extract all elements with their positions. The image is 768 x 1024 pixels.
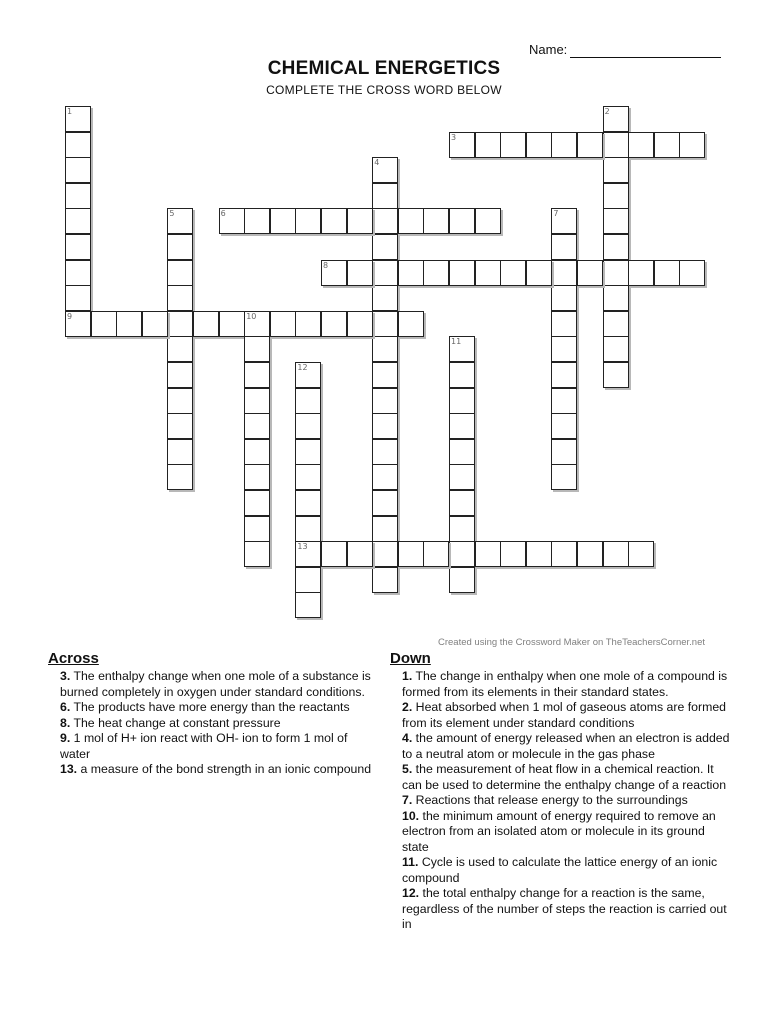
crossword-cell[interactable] xyxy=(551,439,577,465)
crossword-cell[interactable] xyxy=(244,413,270,439)
crossword-cell[interactable] xyxy=(577,541,603,567)
crossword-cell[interactable] xyxy=(603,362,629,388)
crossword-cell[interactable] xyxy=(65,132,91,158)
clue-text: the amount of energy released when an electron is added to a neutral atom or molecule in the gas phase xyxy=(402,731,730,761)
down-clue xyxy=(390,731,730,762)
crossword-cell[interactable] xyxy=(372,234,398,260)
clue-text: Heat absorbed when 1 mol of gaseous atoms are formed from its element under standard conditions xyxy=(402,700,727,730)
across-clue xyxy=(48,700,378,716)
clue-number-label: 12 xyxy=(297,363,308,372)
crossword-cell[interactable] xyxy=(449,362,475,388)
crossword-cell[interactable] xyxy=(679,132,705,158)
crossword-cell[interactable] xyxy=(449,490,475,516)
crossword-cell[interactable] xyxy=(321,541,347,567)
crossword-cell[interactable] xyxy=(270,208,296,234)
down-clue xyxy=(390,809,730,856)
crossword-cell[interactable] xyxy=(449,388,475,414)
crossword-cell[interactable] xyxy=(654,132,680,158)
crossword-cell[interactable] xyxy=(65,183,91,209)
crossword-cell[interactable] xyxy=(347,208,373,234)
clue-number-label: 3 xyxy=(451,132,457,142)
crossword-cell[interactable] xyxy=(295,592,321,618)
crossword-cell[interactable] xyxy=(603,132,629,158)
clue-number-label: 2 xyxy=(604,107,610,116)
clue-number-label: 10 xyxy=(246,311,257,321)
across-clue xyxy=(48,716,378,732)
crossword-cell[interactable] xyxy=(372,413,398,439)
crossword-cell[interactable] xyxy=(526,132,552,158)
crossword-cell[interactable] xyxy=(244,541,270,567)
across-heading: Across xyxy=(48,650,99,667)
crossword-cell[interactable] xyxy=(449,464,475,490)
down-clue xyxy=(390,886,730,933)
crossword-cell[interactable] xyxy=(244,439,270,465)
across-clue xyxy=(48,669,378,700)
crossword-cell[interactable] xyxy=(603,183,629,209)
crossword-cell[interactable] xyxy=(372,567,398,593)
across-clue-list xyxy=(48,669,378,778)
crossword-cell[interactable] xyxy=(372,388,398,414)
crossword-cell[interactable] xyxy=(449,260,475,286)
crossword-cell[interactable] xyxy=(449,516,475,542)
clue-number: 11. xyxy=(402,855,419,869)
crossword-cell[interactable] xyxy=(295,490,321,516)
clue-number: 10. xyxy=(402,808,420,823)
clue-number: 12. xyxy=(402,886,420,900)
clue-text: the measurement of heat flow in a chemical reaction. It can be used to determine the enthalpy change of a reaction xyxy=(402,762,727,792)
crossword-cell[interactable] xyxy=(270,311,296,337)
crossword-cell[interactable] xyxy=(295,413,321,439)
crossword-cell[interactable] xyxy=(628,132,654,158)
crossword-cell[interactable] xyxy=(423,541,449,567)
crossword-cell[interactable] xyxy=(372,208,398,234)
crossword-cell[interactable] xyxy=(167,311,193,337)
crossword-cell[interactable] xyxy=(167,439,193,465)
crossword-cell[interactable] xyxy=(603,336,629,362)
crossword-cell[interactable] xyxy=(423,260,449,286)
crossword-cell[interactable] xyxy=(167,260,193,286)
crossword-cell[interactable] xyxy=(449,567,475,593)
clue-number-label: 11 xyxy=(451,337,462,347)
crossword-cell[interactable] xyxy=(372,490,398,516)
crossword-cell[interactable] xyxy=(577,132,603,158)
crossword-cell[interactable] xyxy=(628,541,654,567)
crossword-cell[interactable] xyxy=(244,336,270,362)
crossword-cell[interactable] xyxy=(679,260,705,286)
crossword-cell[interactable] xyxy=(142,311,168,337)
crossword-cell[interactable] xyxy=(372,285,398,311)
crossword-cell[interactable] xyxy=(475,541,501,567)
crossword-cell[interactable] xyxy=(500,541,526,567)
crossword-cell[interactable] xyxy=(167,464,193,490)
down-clue xyxy=(390,700,730,731)
clue-number: 9. xyxy=(60,731,71,745)
crossword-cell[interactable] xyxy=(295,464,321,490)
clue-text: The enthalpy change when one mole of a substance is burned completely in oxygen under standard conditions. xyxy=(60,669,371,699)
crossword-cell[interactable] xyxy=(193,311,219,337)
crossword-cell[interactable] xyxy=(167,362,193,388)
crossword-cell[interactable] xyxy=(65,260,91,286)
crossword-cell[interactable] xyxy=(551,413,577,439)
clue-number-label: 9 xyxy=(67,311,73,321)
down-heading: Down xyxy=(390,650,431,667)
down-clue xyxy=(390,855,730,886)
crossword-cell[interactable] xyxy=(449,208,475,234)
crossword-cell[interactable] xyxy=(219,311,245,337)
down-clue xyxy=(390,793,730,809)
crossword-cell[interactable] xyxy=(603,311,629,337)
crossword-cell[interactable] xyxy=(244,362,270,388)
crossword-cell[interactable] xyxy=(475,260,501,286)
crossword-cell[interactable] xyxy=(603,285,629,311)
crossword-cell[interactable] xyxy=(347,541,373,567)
crossword-cell[interactable] xyxy=(398,208,424,234)
clue-number-label: 1 xyxy=(67,107,73,116)
page-subtitle: COMPLETE THE CROSS WORD BELOW xyxy=(266,83,502,97)
crossword-cell[interactable] xyxy=(372,439,398,465)
crossword-cell[interactable] xyxy=(551,541,577,567)
crossword-cell[interactable] xyxy=(244,464,270,490)
crossword-cell[interactable] xyxy=(449,541,475,567)
clue-number: 13. xyxy=(60,762,78,776)
crossword-cell[interactable] xyxy=(500,260,526,286)
clue-text: a measure of the bond strength in an ionic compound xyxy=(77,762,372,776)
crossword-cell[interactable] xyxy=(167,285,193,311)
crossword-cell[interactable] xyxy=(603,157,629,183)
crossword-cell[interactable] xyxy=(551,132,577,158)
crossword-cell[interactable] xyxy=(398,541,424,567)
crossword-cell[interactable] xyxy=(321,208,347,234)
clue-number-label: 5 xyxy=(169,209,175,219)
name-label: Name: xyxy=(529,42,568,57)
crossword-cell[interactable] xyxy=(475,208,501,234)
crossword-cell[interactable] xyxy=(295,208,321,234)
crossword-cell[interactable] xyxy=(372,336,398,362)
clue-text: The products have more energy than the reactants xyxy=(70,700,350,714)
crossword-cell[interactable] xyxy=(372,311,398,337)
crossword-cell[interactable] xyxy=(526,260,552,286)
crossword-cell[interactable] xyxy=(321,311,347,337)
clue-number-label: 7 xyxy=(553,209,559,219)
across-clues xyxy=(48,650,378,778)
crossword-cell[interactable] xyxy=(398,311,424,337)
crossword-cell[interactable] xyxy=(449,413,475,439)
crossword-cell[interactable] xyxy=(398,260,424,286)
crossword-cell[interactable] xyxy=(500,132,526,158)
across-clue xyxy=(48,762,378,778)
crossword-cell[interactable] xyxy=(167,388,193,414)
crossword-cell[interactable] xyxy=(449,439,475,465)
clue-number: 4. xyxy=(402,731,413,745)
down-clue-list xyxy=(390,669,730,933)
crossword-cell[interactable] xyxy=(551,464,577,490)
clue-text: 1 mol of H+ ion react with OH- ion to form 1 mol of water xyxy=(60,731,348,761)
crossword-cell[interactable] xyxy=(244,208,270,234)
credit-text: Created using the Crossword Maker on TheTeachersCorner.net xyxy=(438,637,706,648)
crossword-cell[interactable] xyxy=(603,208,629,234)
down-clue xyxy=(390,669,730,700)
crossword-cell[interactable] xyxy=(295,311,321,337)
clue-number: 2. xyxy=(402,700,413,714)
crossword-cell[interactable] xyxy=(295,388,321,414)
crossword-cell[interactable] xyxy=(372,516,398,542)
crossword-cell[interactable] xyxy=(372,464,398,490)
crossword-cell[interactable] xyxy=(295,439,321,465)
clue-number-label: 4 xyxy=(374,158,380,168)
across-clue xyxy=(48,731,378,762)
clue-number: 5. xyxy=(402,762,413,776)
crossword-cell[interactable] xyxy=(65,234,91,260)
crossword-cell[interactable] xyxy=(167,413,193,439)
crossword-cell[interactable] xyxy=(551,311,577,337)
crossword-cell[interactable] xyxy=(167,234,193,260)
crossword-cell[interactable] xyxy=(526,541,552,567)
crossword-cell[interactable] xyxy=(551,336,577,362)
crossword-cell[interactable] xyxy=(65,157,91,183)
crossword-cell[interactable] xyxy=(372,541,398,567)
crossword-cell[interactable] xyxy=(347,260,373,286)
clue-text: Reactions that release energy to the surroundings xyxy=(412,793,688,807)
crossword-cell[interactable] xyxy=(423,208,449,234)
crossword-cell[interactable] xyxy=(603,260,629,286)
crossword-cell[interactable] xyxy=(295,516,321,542)
crossword-cell[interactable] xyxy=(65,285,91,311)
crossword-cell[interactable] xyxy=(295,567,321,593)
crossword-cell[interactable] xyxy=(551,260,577,286)
crossword-cell[interactable] xyxy=(628,260,654,286)
down-clues xyxy=(390,650,730,933)
crossword-cell[interactable] xyxy=(372,260,398,286)
clue-text: the minimum amount of energy required to remove an electron from an isolated atom or molecule in its ground state xyxy=(402,808,716,854)
crossword-cell[interactable] xyxy=(244,388,270,414)
clue-text: The heat change at constant pressure xyxy=(70,715,281,730)
page-title: CHEMICAL ENERGETICS xyxy=(267,58,501,79)
clue-text: the total enthalpy change for a reaction is the same, regardless of the number of steps the reaction is carried out in xyxy=(402,886,727,931)
clue-number-label: 6 xyxy=(220,209,226,219)
clue-text: Cycle is used to calculate the lattice energy of an ionic compound xyxy=(402,855,718,885)
crossword-cell[interactable] xyxy=(372,362,398,388)
clue-number: 7. xyxy=(402,793,413,807)
crossword-cell[interactable] xyxy=(654,260,680,286)
crossword-cell[interactable] xyxy=(551,234,577,260)
down-clue xyxy=(390,762,730,793)
crossword-cell[interactable] xyxy=(65,208,91,234)
crossword-cell[interactable] xyxy=(91,311,117,337)
crossword-cell[interactable] xyxy=(551,388,577,414)
crossword-cell[interactable] xyxy=(347,311,373,337)
crossword-cell[interactable] xyxy=(167,336,193,362)
crossword-cell[interactable] xyxy=(372,183,398,209)
crossword-cell[interactable] xyxy=(551,285,577,311)
crossword-cell[interactable] xyxy=(603,541,629,567)
clue-text: The change in enthalpy when one mole of a compound is formed from its elements in their standard states. xyxy=(402,669,728,699)
crossword-cell[interactable] xyxy=(244,516,270,542)
clue-number: 3. xyxy=(60,669,71,683)
clue-number-label: 8 xyxy=(323,260,329,270)
crossword-cell[interactable] xyxy=(603,234,629,260)
clue-number: 1. xyxy=(402,669,413,683)
clue-number: 8. xyxy=(60,715,71,730)
crossword-cell[interactable] xyxy=(475,132,501,158)
crossword-cell[interactable] xyxy=(244,490,270,516)
crossword-cell[interactable] xyxy=(551,362,577,388)
crossword-cell[interactable] xyxy=(116,311,142,337)
crossword-cell[interactable] xyxy=(577,260,603,286)
clue-number-label: 13 xyxy=(297,542,308,552)
clue-number: 6. xyxy=(60,700,71,714)
